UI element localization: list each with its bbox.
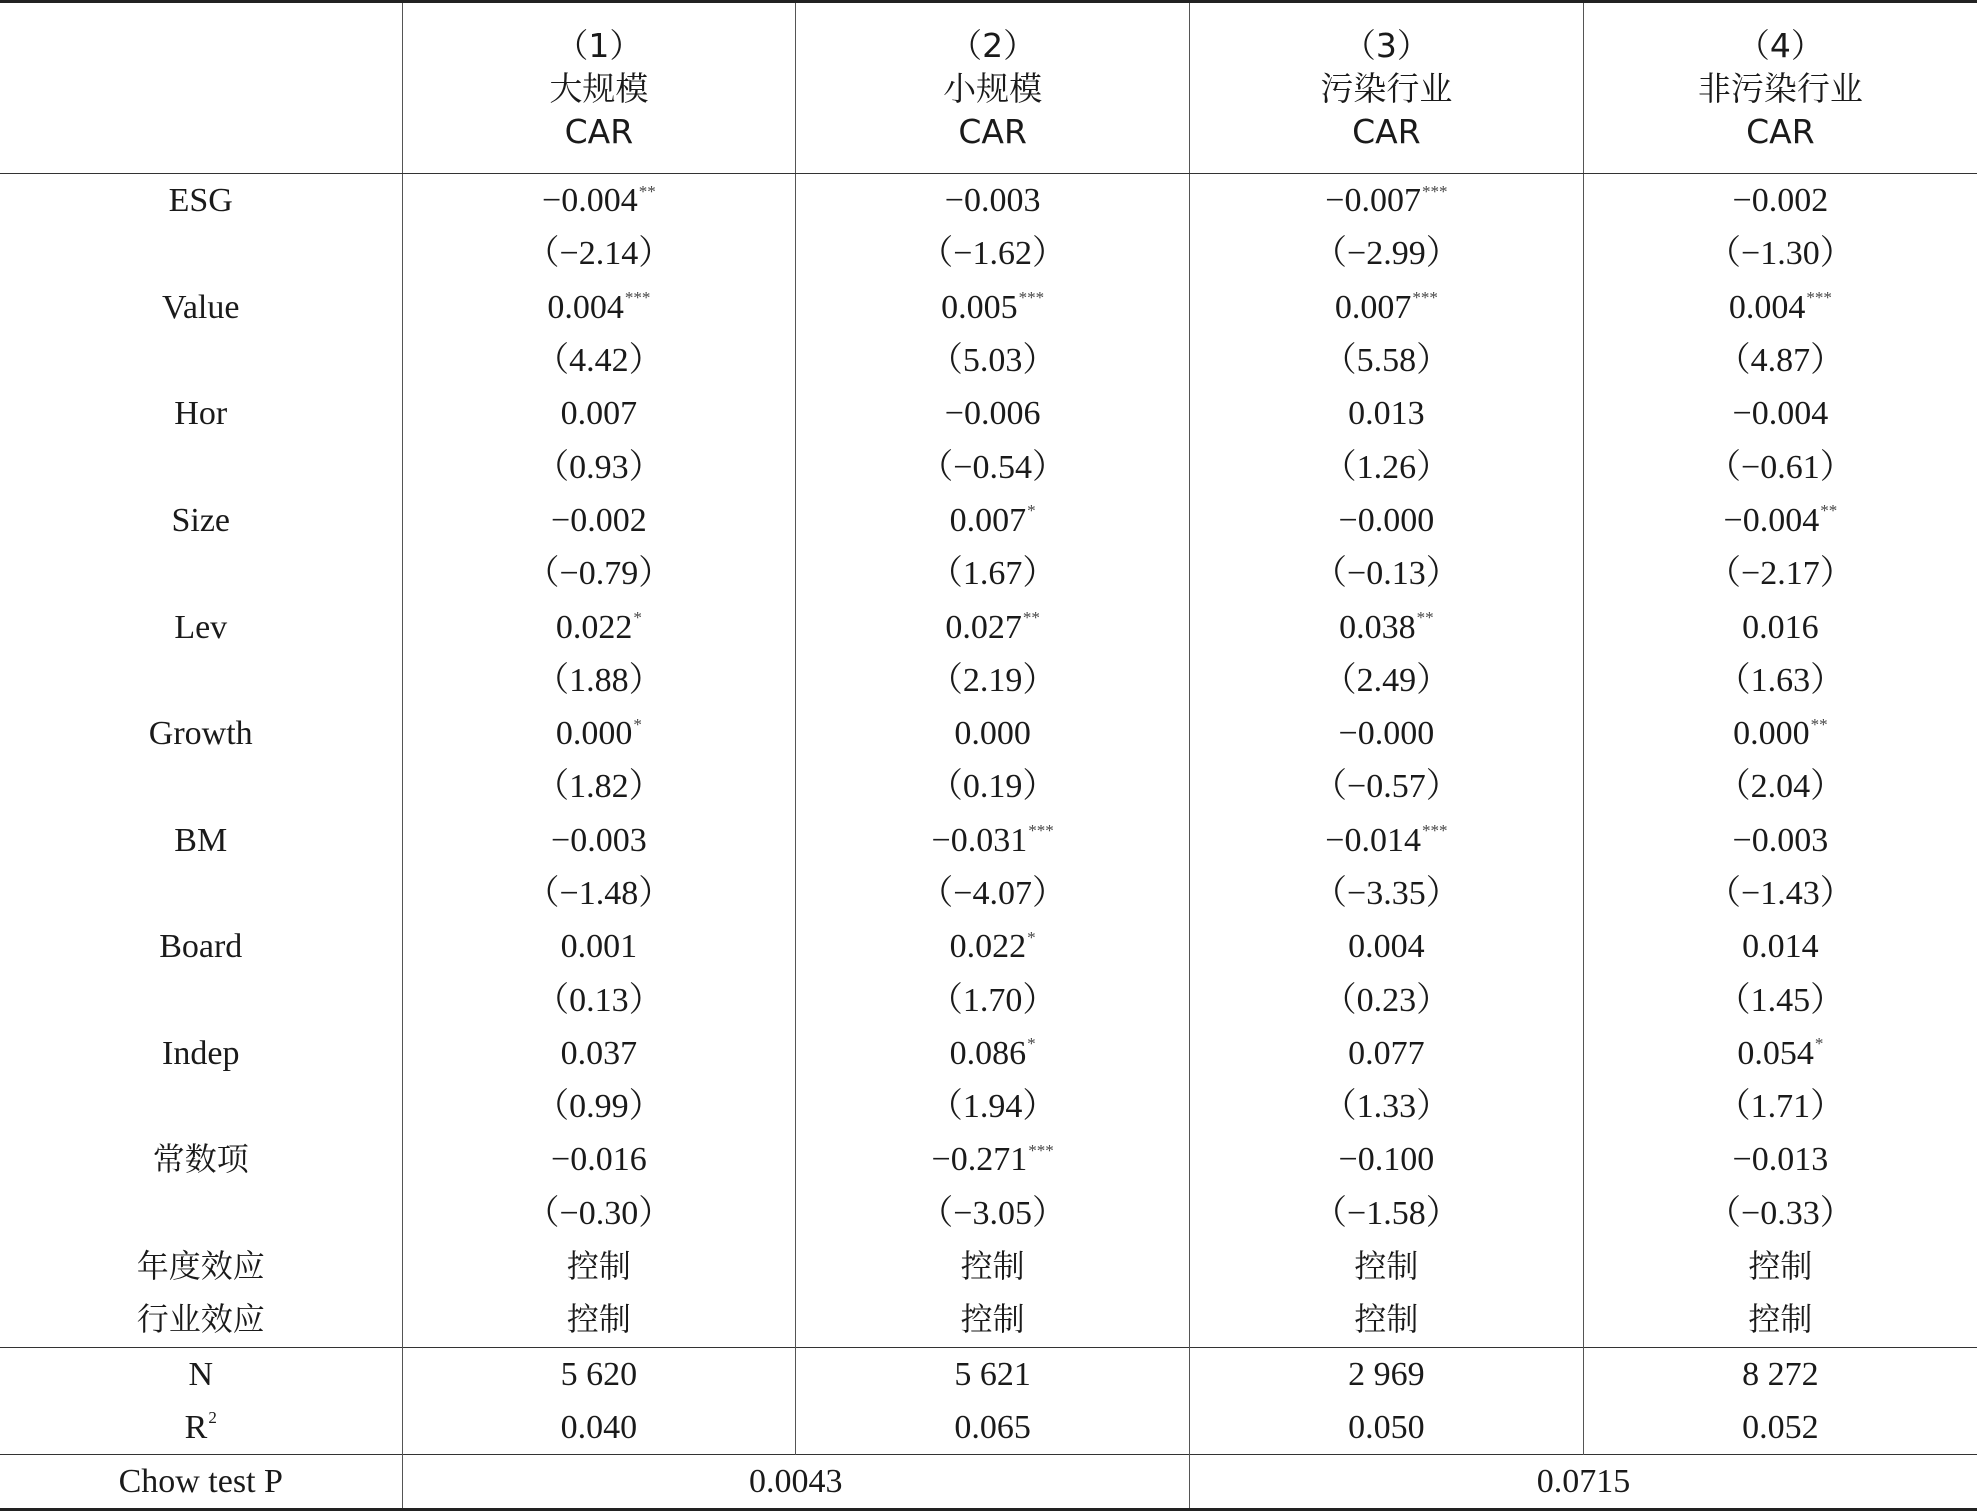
- control-cell: 控制: [402, 1293, 796, 1347]
- coef-value: −0.004: [542, 182, 638, 220]
- n-label: N: [0, 1347, 402, 1401]
- r2-row: [0, 1401, 1977, 1455]
- n-row: [0, 1347, 1977, 1401]
- t-stat-row: [0, 867, 1977, 920]
- variable-label: Lev: [174, 608, 228, 646]
- coef-value: −0.014: [1325, 821, 1421, 859]
- chow-cell: 0.0715: [1190, 1455, 1977, 1510]
- coef-cell: [1583, 600, 1977, 653]
- significance-stars: *: [633, 714, 642, 734]
- coef-value: 0.027: [945, 608, 1022, 646]
- coef-cell: [1583, 1027, 1977, 1080]
- column-header-3: [1190, 2, 1584, 174]
- control-cell: 控制: [402, 1240, 796, 1293]
- variable-label: Indep: [162, 1034, 240, 1072]
- column-number: （2）: [949, 25, 1037, 65]
- t-stat-cell: （1.88）: [402, 654, 796, 707]
- significance-stars: ***: [1421, 821, 1448, 841]
- coef-cell: [796, 387, 1190, 440]
- coef-cell: [1583, 920, 1977, 973]
- coef-value: 0.007: [1334, 288, 1412, 326]
- r2-letter: R: [184, 1408, 208, 1446]
- coef-row: [0, 387, 1977, 440]
- coef-value: −0.002: [1732, 182, 1829, 220]
- coef-value: −0.016: [551, 1141, 647, 1179]
- t-stat-cell: （0.19）: [796, 760, 1190, 813]
- t-stat-row: [0, 440, 1977, 493]
- coef-row: [0, 174, 1977, 228]
- significance-stars: *: [1027, 1034, 1036, 1054]
- r2-label: [0, 1401, 402, 1455]
- coef-row: [0, 281, 1977, 334]
- coef-value: 0.007: [560, 395, 638, 433]
- t-stat-cell: （4.87）: [1583, 334, 1977, 387]
- coef-cell: [402, 920, 796, 973]
- t-stat-cell: （−0.61）: [1583, 440, 1977, 493]
- empty-label: [0, 227, 402, 280]
- coef-value: 0.004: [1728, 288, 1806, 326]
- coef-cell: [402, 387, 796, 440]
- control-cell: 控制: [1583, 1240, 1977, 1293]
- coef-cell: [402, 281, 796, 334]
- dependent-variable: CAR: [1746, 111, 1815, 151]
- significance-stars: ***: [1028, 821, 1054, 841]
- t-stat-cell: （1.67）: [796, 547, 1190, 600]
- coef-value: −0.006: [944, 395, 1041, 433]
- empty-label: [0, 547, 402, 600]
- coef-cell: [1190, 387, 1584, 440]
- significance-stars: **: [1820, 501, 1838, 521]
- r2-cell: 0.050: [1190, 1401, 1584, 1455]
- coef-row: [0, 494, 1977, 547]
- coef-cell: [1190, 281, 1584, 334]
- variable-label: 常数项: [152, 1140, 249, 1179]
- empty-label: [0, 440, 402, 493]
- coef-row: [0, 707, 1977, 760]
- dependent-variable: CAR: [1352, 111, 1421, 151]
- r2-cell: 0.040: [402, 1401, 796, 1455]
- significance-stars: **: [1022, 608, 1040, 628]
- coef-cell: [796, 920, 1190, 973]
- r2-cell: 0.052: [1583, 1401, 1977, 1455]
- significance-stars: *: [633, 608, 642, 628]
- significance-stars: ***: [1028, 1141, 1054, 1161]
- t-stat-cell: （−3.35）: [1190, 867, 1584, 920]
- t-stat-cell: （5.03）: [796, 334, 1190, 387]
- empty-label: [0, 334, 402, 387]
- n-cell: 5 621: [796, 1347, 1190, 1401]
- t-stat-row: [0, 334, 1977, 387]
- coef-cell: [1190, 814, 1584, 867]
- control-label: 行业效应: [136, 1300, 265, 1339]
- coef-row: [0, 814, 1977, 867]
- coef-row: [0, 920, 1977, 973]
- significance-stars: *: [1027, 501, 1036, 521]
- n-cell: 2 969: [1190, 1347, 1584, 1401]
- t-stat-cell: （0.93）: [402, 440, 796, 493]
- significance-stars: **: [1416, 608, 1434, 628]
- coef-cell: [796, 814, 1190, 867]
- coef-value: −0.013: [1732, 1141, 1829, 1179]
- coef-cell: [1190, 1133, 1584, 1186]
- column-header-4: [1583, 2, 1977, 174]
- t-stat-cell: （−1.48）: [402, 867, 796, 920]
- column-number: （1）: [555, 25, 643, 65]
- significance-stars: ***: [1421, 181, 1448, 201]
- coef-cell: [1190, 707, 1584, 760]
- coef-cell: [402, 707, 796, 760]
- column-group: 污染行业: [1320, 68, 1453, 108]
- coef-cell: [796, 281, 1190, 334]
- coef-value: 0.000: [555, 715, 633, 753]
- t-stat-row: [0, 654, 1977, 707]
- control-row: [0, 1240, 1977, 1293]
- t-stat-row: [0, 973, 1977, 1026]
- coef-value: 0.022: [555, 608, 633, 646]
- coef-value: 0.016: [1742, 608, 1819, 646]
- empty-label: [0, 867, 402, 920]
- coef-value: 0.038: [1339, 608, 1416, 646]
- t-stat-cell: （−1.62）: [796, 227, 1190, 280]
- variable-label: Board: [159, 928, 243, 966]
- column-header-1: [402, 2, 796, 174]
- variable-label: Growth: [148, 715, 253, 753]
- control-cell: 控制: [1190, 1293, 1584, 1347]
- t-stat-cell: （1.33）: [1190, 1080, 1584, 1133]
- coef-cell: [402, 1133, 796, 1186]
- chow-row: [0, 1455, 1977, 1510]
- t-stat-cell: （−0.54）: [796, 440, 1190, 493]
- column-header-2: [796, 2, 1190, 174]
- variable-label: Value: [162, 288, 240, 326]
- t-stat-cell: （−0.13）: [1190, 547, 1584, 600]
- coef-value: −0.003: [1732, 821, 1829, 859]
- header-row: [0, 2, 1977, 174]
- coef-row: [0, 1027, 1977, 1080]
- column-group: 小规模: [943, 68, 1043, 108]
- coef-value: 0.004: [547, 288, 624, 326]
- header-stub: [0, 2, 402, 174]
- coef-cell: [1583, 281, 1977, 334]
- coef-cell: [796, 174, 1190, 228]
- t-stat-row: [0, 760, 1977, 813]
- empty-label: [0, 1080, 402, 1133]
- coef-value: 0.086: [949, 1034, 1027, 1072]
- coef-cell: [796, 600, 1190, 653]
- coef-cell: [1190, 920, 1584, 973]
- coef-cell: [1190, 600, 1584, 653]
- coef-value: 0.013: [1348, 395, 1425, 433]
- t-stat-cell: （−2.17）: [1583, 547, 1977, 600]
- coef-cell: [402, 174, 796, 228]
- coef-cell: [1190, 494, 1584, 547]
- coef-value: 0.022: [949, 928, 1027, 966]
- coef-value: −0.004: [1723, 501, 1820, 539]
- control-label: 年度效应: [136, 1247, 265, 1286]
- coef-value: −0.000: [1338, 501, 1435, 539]
- t-stat-cell: （−1.30）: [1583, 227, 1977, 280]
- t-stat-cell: （2.19）: [796, 654, 1190, 707]
- coef-cell: [1583, 707, 1977, 760]
- coef-value: 0.000: [954, 715, 1031, 753]
- coef-value: −0.003: [944, 182, 1041, 220]
- column-group: 非污染行业: [1697, 68, 1863, 108]
- r2-cell: 0.065: [796, 1401, 1190, 1455]
- coef-cell: [796, 1133, 1190, 1186]
- empty-label: [0, 654, 402, 707]
- t-stat-row: [0, 227, 1977, 280]
- coef-row: [0, 1133, 1977, 1186]
- t-stat-row: [0, 1187, 1977, 1240]
- t-stat-cell: （−0.57）: [1190, 760, 1584, 813]
- coef-value: 0.000: [1733, 715, 1810, 753]
- n-cell: 8 272: [1583, 1347, 1977, 1401]
- table-body: [0, 174, 1977, 1510]
- r2-superscript: 2: [208, 1407, 217, 1427]
- coef-value: 0.054: [1737, 1034, 1814, 1072]
- t-stat-cell: （1.45）: [1583, 973, 1977, 1026]
- t-stat-cell: （1.26）: [1190, 440, 1584, 493]
- t-stat-cell: （1.94）: [796, 1080, 1190, 1133]
- significance-stars: **: [638, 181, 656, 201]
- coef-value: 0.005: [941, 288, 1018, 326]
- variable-label: Size: [171, 501, 231, 539]
- variable-label: BM: [174, 821, 228, 859]
- coef-cell: [1190, 1027, 1584, 1080]
- coef-cell: [796, 707, 1190, 760]
- empty-label: [0, 1187, 402, 1240]
- coef-value: −0.000: [1338, 715, 1435, 753]
- coef-value: −0.031: [931, 821, 1028, 859]
- control-cell: 控制: [1190, 1240, 1584, 1293]
- coef-cell: [1583, 387, 1977, 440]
- coef-value: −0.007: [1325, 182, 1421, 220]
- t-stat-cell: （4.42）: [402, 334, 796, 387]
- chow-label: Chow test P: [0, 1455, 402, 1510]
- coef-cell: [1583, 494, 1977, 547]
- significance-stars: *: [1027, 927, 1036, 947]
- significance-stars: ***: [1412, 288, 1438, 308]
- t-stat-cell: （−0.33）: [1583, 1187, 1977, 1240]
- t-stat-cell: （−1.58）: [1190, 1187, 1584, 1240]
- significance-stars: **: [1810, 714, 1828, 734]
- t-stat-cell: （−3.05）: [796, 1187, 1190, 1240]
- coef-cell: [796, 1027, 1190, 1080]
- variable-label: Hor: [174, 395, 228, 433]
- t-stat-cell: （1.70）: [796, 973, 1190, 1026]
- empty-label: [0, 973, 402, 1026]
- coef-value: −0.271: [931, 1141, 1028, 1179]
- chow-cell: 0.0043: [402, 1455, 1190, 1510]
- t-stat-cell: （0.13）: [402, 973, 796, 1026]
- t-stat-row: [0, 547, 1977, 600]
- coef-value: 0.007: [949, 501, 1027, 539]
- significance-stars: ***: [624, 288, 651, 308]
- control-cell: 控制: [796, 1240, 1190, 1293]
- coef-value: −0.003: [551, 821, 647, 859]
- t-stat-cell: （−4.07）: [796, 867, 1190, 920]
- coef-value: −0.002: [551, 501, 647, 539]
- t-stat-cell: （−1.43）: [1583, 867, 1977, 920]
- coef-value: 0.037: [560, 1034, 638, 1072]
- column-number: （3）: [1342, 25, 1430, 65]
- significance-stars: *: [1814, 1034, 1824, 1054]
- coef-value: 0.077: [1348, 1034, 1425, 1072]
- coef-cell: [796, 494, 1190, 547]
- coef-row: [0, 600, 1977, 653]
- coef-cell: [402, 1027, 796, 1080]
- t-stat-cell: （2.04）: [1583, 760, 1977, 813]
- t-stat-cell: （1.63）: [1583, 654, 1977, 707]
- variable-label: ESG: [168, 182, 233, 220]
- n-cell: 5 620: [402, 1347, 796, 1401]
- coef-cell: [1583, 1133, 1977, 1186]
- t-stat-cell: （5.58）: [1190, 334, 1584, 387]
- t-stat-row: [0, 1080, 1977, 1133]
- t-stat-cell: （1.82）: [402, 760, 796, 813]
- column-group: 大规模: [549, 68, 649, 108]
- coef-value: −0.004: [1732, 395, 1829, 433]
- t-stat-cell: （0.23）: [1190, 973, 1584, 1026]
- coef-value: −0.100: [1338, 1141, 1435, 1179]
- t-stat-cell: （0.99）: [402, 1080, 796, 1133]
- coef-cell: [402, 494, 796, 547]
- t-stat-cell: （1.71）: [1583, 1080, 1977, 1133]
- coef-cell: [402, 814, 796, 867]
- coef-value: 0.014: [1742, 928, 1819, 966]
- coef-cell: [1583, 174, 1977, 228]
- column-number: （4）: [1736, 25, 1824, 65]
- dependent-variable: CAR: [564, 111, 634, 151]
- coef-cell: [1190, 174, 1584, 228]
- control-cell: 控制: [796, 1293, 1190, 1347]
- coef-value: 0.004: [1348, 928, 1425, 966]
- control-cell: 控制: [1583, 1293, 1977, 1347]
- t-stat-cell: （−2.14）: [402, 227, 796, 280]
- significance-stars: ***: [1018, 288, 1045, 308]
- significance-stars: ***: [1806, 288, 1832, 308]
- empty-label: [0, 760, 402, 813]
- coef-value: 0.001: [560, 928, 638, 966]
- coef-cell: [1583, 814, 1977, 867]
- t-stat-cell: （−0.79）: [402, 547, 796, 600]
- t-stat-cell: （2.49）: [1190, 654, 1584, 707]
- t-stat-cell: （−0.30）: [402, 1187, 796, 1240]
- coef-cell: [402, 600, 796, 653]
- dependent-variable: CAR: [958, 111, 1027, 151]
- control-row: [0, 1293, 1977, 1347]
- t-stat-cell: （−2.99）: [1190, 227, 1584, 280]
